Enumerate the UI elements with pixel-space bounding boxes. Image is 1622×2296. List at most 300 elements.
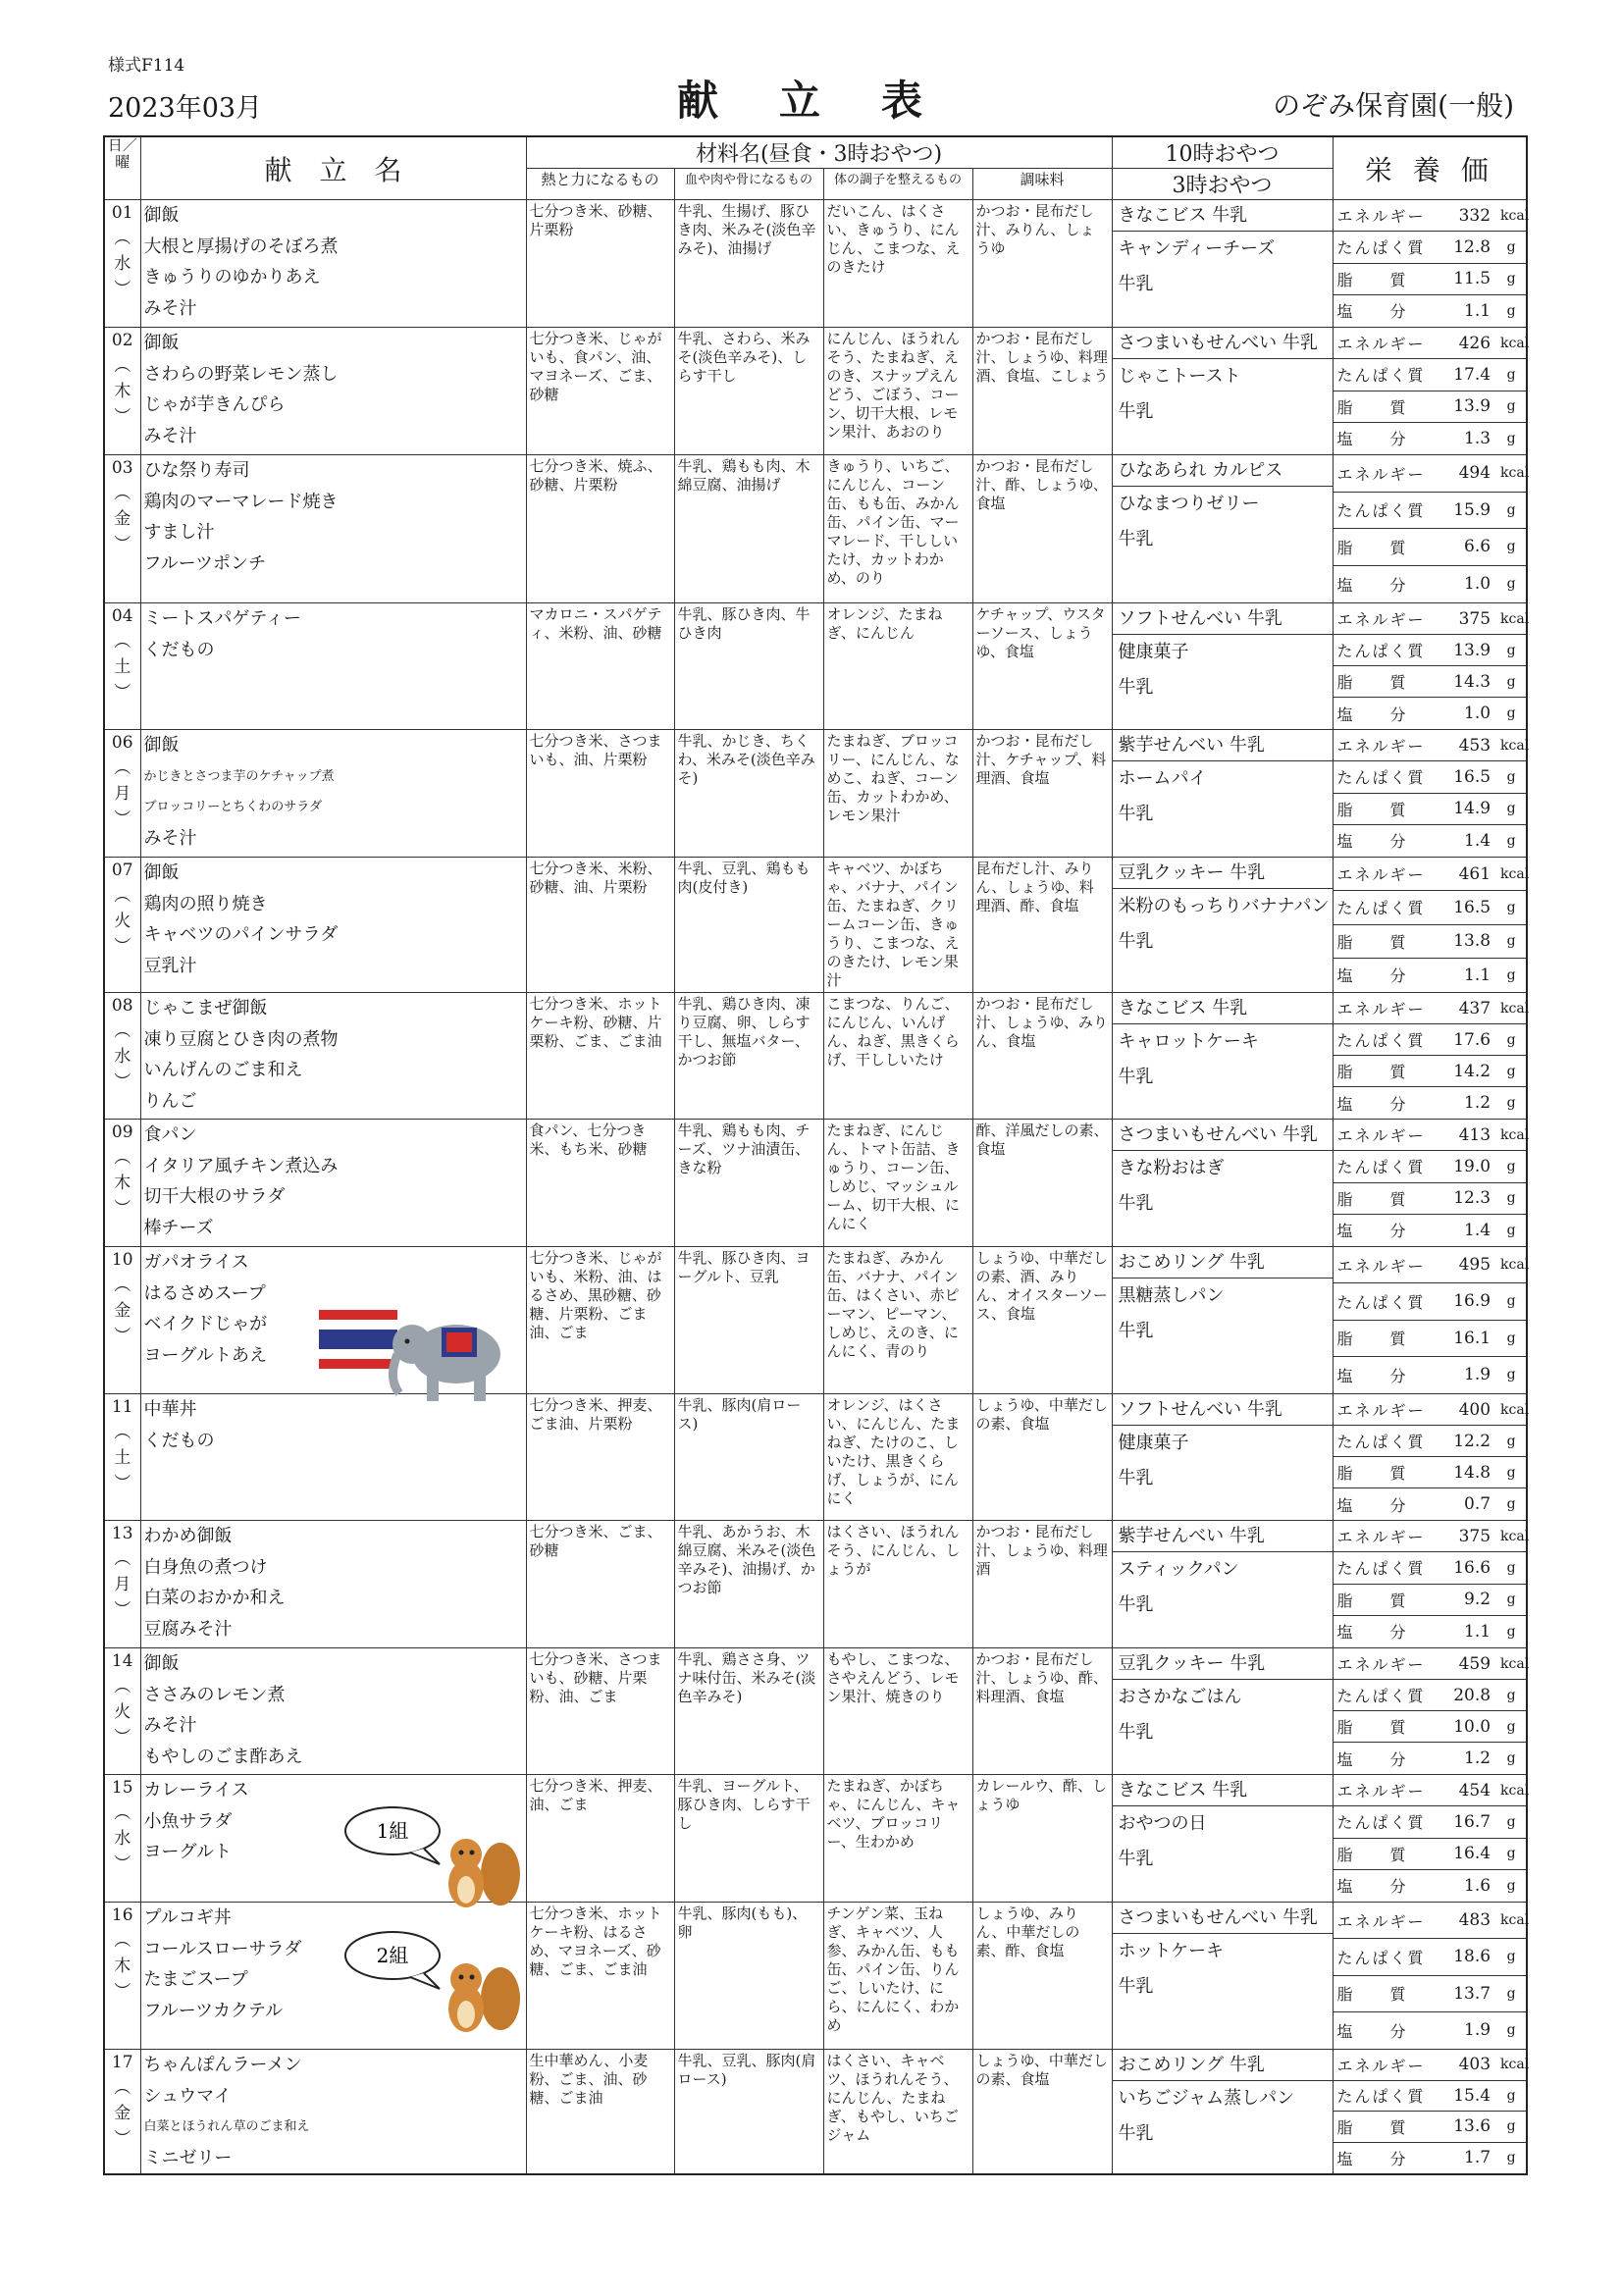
unit-kcal: kcal — [1500, 1126, 1530, 1143]
energy-value: 403 — [1458, 2055, 1491, 2075]
day-cell: 02 ︵ 木 ︶ — [104, 328, 140, 455]
date-number: 06 — [111, 733, 133, 753]
protein-value: 18.6 — [1453, 1947, 1491, 1967]
col-day-header: 日／曜 — [104, 136, 140, 200]
weekday: 木 — [114, 1957, 131, 1976]
season-cell: しょうゆ、みりん、中華だしの素、酢、食塩 — [972, 1903, 1112, 2050]
unit-kcal: kcal — [1500, 1000, 1530, 1017]
protein-label: たんぱく質 — [1336, 501, 1426, 521]
day-cell: 17 ︵ 金 ︶ — [104, 2050, 140, 2175]
blood-cell: 牛乳、豆乳、豚肉(肩ロース) — [674, 2050, 823, 2175]
dish-item: じゃこまぜ御飯 — [143, 998, 268, 1018]
salt-value: 1.2 — [1464, 1748, 1491, 1768]
salt-value: 1.4 — [1464, 1220, 1491, 1240]
season-cell: 昆布だし汁、みりん、しょうゆ、料理酒、酢、食塩 — [972, 858, 1112, 993]
snack-cell — [1112, 1648, 1333, 1775]
weekday: 水 — [114, 1829, 131, 1849]
body-cell: はくさい、ほうれんそう、にんじん、しょうが — [823, 1521, 972, 1648]
unit-g: g — [1506, 1846, 1516, 1862]
energy-row — [1334, 328, 1530, 359]
fat-row — [1334, 1711, 1527, 1743]
dish-item: イタリア風チキン煮込み — [143, 1155, 339, 1176]
energy-label: エネルギー — [1336, 610, 1426, 629]
weekday: 月 — [114, 784, 131, 804]
dish-item: みそ汁 — [143, 1715, 197, 1736]
unit-kcal: kcal — [1500, 1257, 1530, 1274]
salt-row — [1334, 959, 1527, 992]
energy-label: エネルギー — [1336, 1911, 1426, 1931]
dish-item: すまし汁 — [143, 522, 215, 543]
dish-item: 御飯 — [143, 735, 180, 756]
dish-item: みそ汁 — [143, 297, 197, 319]
date-number: 02 — [111, 331, 133, 350]
unit-g: g — [1506, 366, 1516, 383]
dish-item: みそ汁 — [143, 827, 197, 849]
protein-value: 19.0 — [1453, 1156, 1491, 1176]
dish-item: ちゃんぽんラーメン — [143, 2055, 302, 2075]
menu-cell — [140, 455, 526, 603]
salt-label: 塩 分 — [1336, 704, 1408, 724]
blood-cell: 牛乳、鶏ひき肉、凍り豆腐、卵、しらす干し、無塩バター、かつお節 — [674, 993, 823, 1120]
squirrel-icon — [448, 1839, 520, 1907]
salt-row — [1334, 423, 1527, 454]
snack-cell — [1112, 1903, 1333, 2050]
salt-label: 塩 分 — [1336, 1877, 1408, 1897]
heat-cell: 食パン、七分つき米、もち米、砂糖 — [526, 1120, 674, 1247]
energy-label: エネルギー — [1336, 1782, 1426, 1801]
body-cell: きゅうり、いちご、にんじん、コーン缶、もも缶、みかん缶、パイン缶、マーマレード、干ししいたけ、カットわかめ、のり — [823, 455, 972, 603]
dish-item: はるさめスープ — [143, 1282, 266, 1304]
snack-cell — [1112, 200, 1333, 328]
salt-row — [1334, 1743, 1527, 1774]
energy-value: 453 — [1458, 735, 1491, 756]
snack-am: 豆乳クッキー 牛乳 — [1113, 1648, 1333, 1680]
unit-g: g — [1506, 768, 1516, 785]
dish-item: 御飯 — [143, 205, 180, 226]
heat-cell: 七分つき米、さつまいも、油、片栗粉 — [526, 730, 674, 858]
day-row — [104, 1394, 1527, 1521]
fat-row — [1334, 1585, 1527, 1616]
protein-value: 17.4 — [1453, 364, 1491, 385]
body-cell: はくさい、キャベツ、ほうれんそう、にんじん、たまねぎ、もやし、いちごジャム — [823, 2050, 972, 2175]
fat-row — [1334, 1457, 1527, 1488]
snack-am: ひなあられ カルピス — [1113, 455, 1333, 487]
unit-g: g — [1506, 1750, 1516, 1766]
col-menu-header: 献 立 名 — [140, 136, 526, 200]
snack-pm-drink: 牛乳 — [1118, 529, 1154, 549]
col-nutrition-header: 栄 養 価 — [1333, 136, 1527, 200]
snack-pm: いちごジャム蒸しパン — [1118, 2088, 1295, 2109]
energy-row — [1334, 1120, 1530, 1151]
snack-pm: ホットケーキ — [1118, 1941, 1225, 1961]
fat-row — [1334, 794, 1527, 825]
day-cell: 07 ︵ 火 ︶ — [104, 858, 140, 993]
fat-value: 14.2 — [1453, 1061, 1491, 1081]
day-row — [104, 1521, 1527, 1648]
unit-g: g — [1506, 1813, 1516, 1830]
snack-cell — [1112, 2050, 1333, 2175]
protein-row — [1334, 232, 1527, 263]
salt-row — [1334, 295, 1527, 327]
day-row — [104, 328, 1527, 455]
unit-kcal: kcal — [1500, 610, 1530, 627]
day-cell: 09 ︵ 木 ︶ — [104, 1120, 140, 1247]
unit-g: g — [1506, 1687, 1516, 1703]
year-month: 2023年03月 — [108, 93, 263, 124]
body-cell: にんじん、ほうれんそう、たまねぎ、えのき、スナップえんどう、ごぼう、コーン、切干大根、レモン果汁、あおのり — [823, 328, 972, 455]
blood-cell: 牛乳、鶏もも肉、木綿豆腐、油揚げ — [674, 455, 823, 603]
unit-g: g — [1506, 1222, 1516, 1238]
fat-label: 脂 質 — [1336, 673, 1408, 692]
heat-cell: 生中華めん、小麦粉、ごま、油、砂糖、ごま油 — [526, 2050, 674, 2175]
dish-item: わかめ御飯 — [143, 1526, 233, 1546]
energy-row — [1334, 1903, 1530, 1939]
protein-label: たんぱく質 — [1336, 1813, 1426, 1833]
fat-value: 10.0 — [1453, 1716, 1491, 1737]
dish-item: シュウマイ — [143, 2085, 232, 2107]
col-season-header: 調味料 — [972, 169, 1112, 200]
protein-label: たんぱく質 — [1336, 238, 1426, 258]
fat-label: 脂 質 — [1336, 1330, 1408, 1349]
dish-item: ミニゼリー — [143, 2147, 233, 2168]
snack-pm-drink: 牛乳 — [1118, 1321, 1154, 1341]
unit-g: g — [1506, 1063, 1516, 1079]
fat-row — [1334, 1839, 1527, 1870]
energy-label: エネルギー — [1336, 865, 1426, 885]
day-cell: 06 ︵ 月 ︶ — [104, 730, 140, 858]
fat-label: 脂 質 — [1336, 1464, 1408, 1483]
dish-item: 凍り豆腐とひき肉の煮物 — [143, 1028, 339, 1050]
blood-cell: 牛乳、鶏ささ身、ツナ味付缶、米みそ(淡色辛みそ) — [674, 1648, 823, 1775]
fat-row — [1334, 925, 1527, 959]
fat-row — [1334, 666, 1527, 698]
date-number: 01 — [111, 203, 133, 223]
body-cell: キャベツ、かぼちゃ、バナナ、パイン缶、たまねぎ、クリームコーン缶、きゅうり、こまつな、えのきたけ、レモン果汁 — [823, 858, 972, 993]
fat-label: 脂 質 — [1336, 1718, 1408, 1737]
snack-pm: スティックパン — [1118, 1559, 1239, 1580]
energy-label: エネルギー — [1336, 737, 1426, 757]
dish-item: じゃが芋きんぴら — [143, 394, 286, 415]
unit-kcal: kcal — [1500, 1528, 1530, 1544]
day-row — [104, 1903, 1527, 2050]
dish-item: りんご — [143, 1090, 197, 1112]
date-number: 14 — [111, 1651, 133, 1671]
unit-g: g — [1506, 1190, 1516, 1207]
protein-row — [1334, 359, 1527, 391]
unit-g: g — [1506, 966, 1516, 983]
date-number: 04 — [111, 606, 133, 626]
protein-value: 13.9 — [1453, 640, 1491, 660]
day-cell: 11 ︵ 土 ︶ — [104, 1394, 140, 1521]
blood-cell: 牛乳、鶏もも肉、チーズ、ツナ油漬缶、きな粉 — [674, 1120, 823, 1247]
unit-g: g — [1506, 1623, 1516, 1640]
snack-am: きなこビス 牛乳 — [1113, 993, 1333, 1024]
day-row — [104, 455, 1527, 603]
fat-label: 脂 質 — [1336, 1063, 1408, 1081]
season-cell: 酢、洋風だしの素、食塩 — [972, 1120, 1112, 1247]
blood-cell: 牛乳、生揚げ、豚ひき肉、米みそ(淡色辛みそ)、油揚げ — [674, 200, 823, 328]
salt-label: 塩 分 — [1336, 966, 1408, 986]
day-row — [104, 1775, 1527, 1903]
salt-row — [1334, 698, 1527, 729]
snack-cell — [1112, 1247, 1333, 1394]
salt-value: 0.7 — [1464, 1494, 1491, 1514]
thai-flag-elephant-illustration — [319, 1300, 515, 1408]
group1-squirrel-illustration — [334, 1803, 530, 1916]
heat-cell: 七分つき米、じゃがいも、食パン、油、マヨネーズ、ごま、砂糖 — [526, 328, 674, 455]
fat-value: 12.3 — [1453, 1188, 1491, 1209]
energy-row — [1334, 1775, 1530, 1806]
protein-row — [1334, 1283, 1527, 1320]
menu-table — [103, 135, 1528, 2175]
col-materials-header: 材料名(昼食・3時おやつ) — [526, 136, 1112, 169]
energy-value: 332 — [1458, 205, 1491, 226]
day-row — [104, 1648, 1527, 1775]
fat-label: 脂 質 — [1336, 800, 1408, 819]
salt-row — [1334, 1616, 1527, 1647]
dish-item: くだもの — [143, 1430, 215, 1451]
protein-value: 16.5 — [1453, 766, 1491, 787]
salt-row — [1334, 566, 1527, 603]
energy-row — [1334, 1394, 1530, 1426]
salt-value: 1.0 — [1464, 704, 1491, 723]
unit-g: g — [1506, 1985, 1516, 2002]
weekday: 火 — [114, 1702, 131, 1722]
snack-pm-drink: 牛乳 — [1118, 804, 1154, 824]
unit-g: g — [1506, 1718, 1516, 1735]
snack-pm: 米粉のもっちりバナナパン — [1118, 896, 1330, 916]
day-row — [104, 1247, 1527, 1394]
energy-value: 413 — [1458, 1124, 1491, 1145]
energy-value: 454 — [1458, 1780, 1491, 1800]
blood-cell: 牛乳、かじき、ちくわ、米みそ(淡色辛みそ) — [674, 730, 823, 858]
dish-item: 大根と厚揚げのそぼろ煮 — [143, 235, 339, 257]
menu-cell — [140, 603, 526, 730]
blood-cell: 牛乳、豚ひき肉、ヨーグルト、豆乳 — [674, 1247, 823, 1394]
blood-cell: 牛乳、豆乳、鶏もも肉(皮付き) — [674, 858, 823, 993]
unit-g: g — [1506, 1877, 1516, 1894]
snack-pm-drink: 牛乳 — [1118, 401, 1154, 422]
protein-row — [1334, 493, 1527, 530]
date-number: 10 — [111, 1250, 133, 1270]
season-cell: かつお・昆布だし汁、しょうゆ、料理酒 — [972, 1521, 1112, 1648]
thai-flag — [319, 1310, 397, 1369]
dish-item: ひな祭り寿司 — [143, 460, 250, 481]
fat-value: 13.7 — [1453, 1983, 1491, 2004]
snack-pm-drink: 牛乳 — [1118, 1468, 1154, 1488]
season-cell: かつお・昆布だし汁、しょうゆ、料理酒、食塩、こしょう — [972, 328, 1112, 455]
protein-row — [1334, 1426, 1527, 1457]
salt-value: 1.2 — [1464, 1093, 1491, 1113]
energy-label: エネルギー — [1336, 335, 1426, 354]
energy-value: 375 — [1458, 608, 1491, 629]
snack-cell — [1112, 455, 1333, 603]
energy-row — [1334, 200, 1530, 232]
snack-cell — [1112, 1394, 1333, 1521]
salt-label: 塩 分 — [1336, 2021, 1408, 2041]
energy-value: 483 — [1458, 1910, 1491, 1931]
fat-row — [1334, 1321, 1527, 1357]
protein-label: たんぱく質 — [1336, 1687, 1426, 1705]
dish-item: ヨーグルト — [143, 1842, 232, 1862]
heat-cell: 七分つき米、ごま、砂糖 — [526, 1521, 674, 1648]
protein-label: たんぱく質 — [1336, 1559, 1426, 1579]
fat-row — [1334, 529, 1527, 566]
day-row — [104, 858, 1527, 993]
energy-label: エネルギー — [1336, 1528, 1426, 1547]
unit-g: g — [1506, 2022, 1516, 2039]
energy-label: エネルギー — [1336, 1000, 1426, 1018]
weekday: 金 — [114, 1301, 131, 1321]
salt-value: 1.6 — [1464, 1875, 1491, 1896]
season-cell: しょうゆ、中華だしの素、酒、みりん、オイスターソース、食塩 — [972, 1247, 1112, 1394]
dish-item: ブロッコリーとちくわのサラダ — [143, 800, 323, 814]
fat-row — [1334, 264, 1527, 295]
menu-cell — [140, 1120, 526, 1247]
unit-kcal: kcal — [1500, 737, 1530, 754]
unit-g: g — [1506, 801, 1516, 817]
unit-kcal: kcal — [1500, 465, 1530, 482]
day-cell: 10 ︵ 金 ︶ — [104, 1247, 140, 1394]
fat-label: 脂 質 — [1336, 270, 1408, 289]
blood-cell: 牛乳、さわら、米みそ(淡色辛みそ)、しらす干し — [674, 328, 823, 455]
fat-label: 脂 質 — [1336, 397, 1408, 417]
page-title — [677, 69, 983, 128]
menu-cell — [140, 200, 526, 328]
unit-g: g — [1506, 1293, 1516, 1310]
weekday: 金 — [114, 2104, 131, 2123]
protein-row — [1334, 891, 1527, 924]
energy-label: エネルギー — [1336, 464, 1426, 484]
protein-value: 15.4 — [1453, 2085, 1491, 2106]
unit-g: g — [1506, 673, 1516, 690]
unit-g: g — [1506, 501, 1516, 518]
fat-label: 脂 質 — [1336, 1845, 1408, 1864]
salt-label: 塩 分 — [1336, 832, 1408, 852]
salt-label: 塩 分 — [1336, 575, 1408, 595]
protein-label: たんぱく質 — [1336, 899, 1426, 918]
dish-item: 御飯 — [143, 1653, 180, 1674]
menu-cell — [140, 1648, 526, 1775]
salt-value: 1.4 — [1464, 830, 1491, 851]
snack-pm: おさかなごはん — [1118, 1687, 1242, 1707]
salt-row — [1334, 1087, 1527, 1119]
heat-cell: 七分つき米、じゃがいも、米粉、油、はるさめ、黒砂糖、砂糖、片栗粉、ごま油、ごま — [526, 1247, 674, 1394]
energy-label: エネルギー — [1336, 2056, 1426, 2075]
dish-item: 小魚サラダ — [143, 1810, 233, 1832]
menu-cell — [140, 328, 526, 455]
dish-item: 切干大根のサラダ — [143, 1186, 286, 1207]
title-char: 献 — [677, 77, 721, 125]
col-snack-pm-header: 3時おやつ — [1112, 169, 1333, 200]
snack-pm-drink: 牛乳 — [1118, 1594, 1154, 1615]
unit-g: g — [1506, 933, 1516, 950]
weekday: 水 — [114, 254, 131, 274]
snack-am: きなこビス 牛乳 — [1113, 200, 1333, 232]
energy-row — [1334, 993, 1530, 1024]
unit-g: g — [1506, 1330, 1516, 1346]
dish-item: くだもの — [143, 639, 215, 660]
dish-item: 食パン — [143, 1124, 197, 1145]
col-blood-header: 血や肉や骨になるもの — [674, 169, 823, 200]
snack-pm: キャロットケーキ — [1118, 1031, 1259, 1052]
season-cell: しょうゆ、中華だしの素、食塩 — [972, 2050, 1112, 2175]
dish-item: いんげんのごま和え — [143, 1060, 303, 1080]
elephant-icon — [392, 1325, 500, 1401]
heat-cell: 七分つき米、砂糖、片栗粉 — [526, 200, 674, 328]
fat-value: 13.9 — [1453, 396, 1491, 417]
day-cell: 16 ︵ 木 ︶ — [104, 1903, 140, 2050]
season-cell: かつお・昆布だし汁、しょうゆ、みりん、食塩 — [972, 993, 1112, 1120]
energy-label: エネルギー — [1336, 1126, 1426, 1146]
date-number: 07 — [111, 861, 133, 880]
snack-am: さつまいもせんべい 牛乳 — [1113, 328, 1333, 359]
salt-label: 塩 分 — [1336, 430, 1408, 449]
energy-label: エネルギー — [1336, 207, 1426, 227]
salt-value: 1.1 — [1464, 1621, 1491, 1642]
snack-pm: キャンディーチーズ — [1118, 238, 1276, 259]
heat-cell: 七分つき米、押麦、油、ごま — [526, 1775, 674, 1903]
dish-item: ベイクドじゃが — [143, 1314, 268, 1334]
season-cell: かつお・昆布だし汁、ケチャップ、料理酒、食塩 — [972, 730, 1112, 858]
snack-cell — [1112, 603, 1333, 730]
season-cell: かつお・昆布だし汁、酢、しょうゆ、食塩 — [972, 455, 1112, 603]
protein-label: たんぱく質 — [1336, 1948, 1426, 1967]
snack-cell — [1112, 1775, 1333, 1903]
snack-pm-drink: 牛乳 — [1118, 677, 1154, 698]
date-number: 11 — [111, 1397, 133, 1417]
snack-pm: きな粉おはぎ — [1118, 1158, 1225, 1178]
protein-value: 12.8 — [1453, 236, 1491, 257]
nutrition-cell — [1333, 328, 1530, 455]
group2-label: 2組 — [376, 1944, 409, 1967]
dish-item: きゅうりのゆかりあえ — [143, 267, 321, 287]
nutrition-cell — [1333, 1775, 1530, 1903]
snack-pm: じゃこトースト — [1118, 366, 1241, 387]
unit-g: g — [1506, 238, 1516, 255]
unit-g: g — [1506, 1464, 1516, 1481]
unit-g: g — [1506, 1559, 1516, 1576]
unit-kcal: kcal — [1500, 1655, 1530, 1672]
nutrition-cell — [1333, 200, 1530, 328]
dish-item: 白菜のおかか和え — [143, 1588, 286, 1608]
unit-g: g — [1506, 1496, 1516, 1512]
protein-row — [1334, 761, 1527, 793]
group2-squirrel-illustration — [334, 1928, 530, 2041]
body-cell: たまねぎ、みかん缶、バナナ、パイン缶、はくさい、赤ピーマン、ピーマン、しめじ、えのき、にんにく、青のり — [823, 1247, 972, 1394]
dish-item: みそ汁 — [143, 425, 197, 446]
fat-row — [1334, 2112, 1527, 2143]
nutrition-cell — [1333, 603, 1530, 730]
unit-g: g — [1506, 1158, 1516, 1174]
energy-row — [1334, 455, 1530, 493]
fat-value: 6.6 — [1464, 537, 1491, 557]
unit-kcal: kcal — [1500, 335, 1530, 351]
weekday: 火 — [114, 912, 131, 931]
protein-label: たんぱく質 — [1336, 642, 1426, 660]
nutrition-cell — [1333, 1394, 1530, 1521]
fat-value: 11.5 — [1453, 269, 1491, 289]
energy-value: 459 — [1458, 1653, 1491, 1674]
unit-g: g — [1506, 539, 1516, 555]
unit-g: g — [1506, 832, 1516, 849]
fat-value: 13.6 — [1453, 2116, 1491, 2137]
salt-value: 1.1 — [1464, 965, 1491, 985]
body-cell: だいこん、はくさい、きゅうり、にんじん、こまつな、えのきたけ — [823, 200, 972, 328]
blood-cell: 牛乳、ヨーグルト、豚ひき肉、しらす干し — [674, 1775, 823, 1903]
nutrition-cell — [1333, 1648, 1530, 1775]
snack-pm: ホームパイ — [1118, 768, 1207, 789]
